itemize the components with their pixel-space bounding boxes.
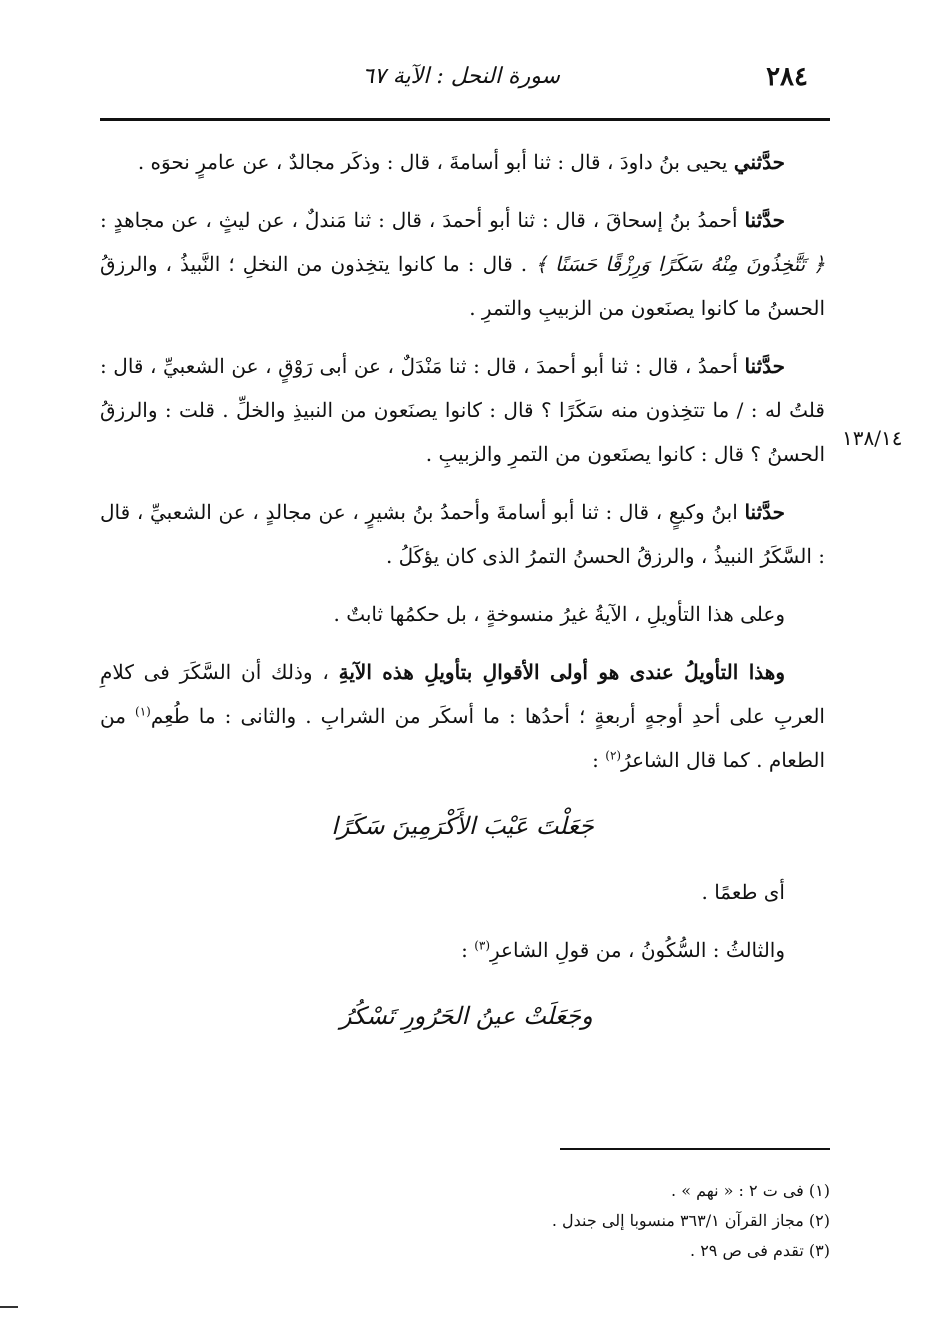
footnote-1: (١) فى ت ٢ : « نهم » . (671, 1181, 830, 1200)
paragraph-text-tail: . قال : ما كانوا يتخِذون من النخلِ ؛ النَّبيذُ ، والرزقُ الحسنُ ما كانوا يصنَعون من الزبيبِ والتمرِ . (100, 252, 825, 320)
paragraph-text: : (461, 938, 475, 962)
paragraph-text: أحمدُ ، قال : ثنا أبو أحمدَ ، قال : ثنا مَنْدَلٌ ، عن أبى رَوْقٍ ، عن الشعبيِّ ، قال : قلتُ له : / ما تتخِذون منه سَكَرًا ؟ قال : كانوا يصنَعون من النبيذِ والخلِّ . قلت : والرزقُ الحسنُ ؟ قال : كانوا يصنَعون من التمرِ والزبيبِ . (100, 354, 825, 466)
paragraph-text: من الطعام . كما قال الشاعرُ (100, 704, 825, 772)
paragraph-lead: حدَّثنا (744, 208, 786, 232)
page-header (100, 58, 830, 108)
paragraph-text: وعلى هذا التأويلِ ، الآيةُ غيرُ منسوخةٍ ، بل حكمُها ثابتٌ . (333, 602, 785, 626)
footnote-ref-1: (١) (135, 704, 151, 719)
paragraph-5 (100, 592, 825, 636)
footnote-3: (٣) تقدم فى ص ٢٩ . (690, 1241, 830, 1260)
paragraph-6 (100, 650, 825, 782)
main-text (100, 140, 825, 1060)
paragraph-7 (100, 928, 825, 972)
scan-edge-mark (0, 1306, 18, 1308)
footnote-2: (٢) مجاز القرآن ٣٦٣/١ منسوبا إلى جندل . (551, 1211, 830, 1230)
footnote-rule (560, 1148, 830, 1150)
paragraph-3 (100, 344, 825, 476)
paragraph-lead: حدَّثنا (744, 354, 785, 378)
poetry-verse-2: وجَعَلَتْ عينُ الحَرُورِ تَسْكُرُ (340, 1002, 593, 1030)
paragraph-lead: حدَّثنا (744, 500, 785, 524)
paragraph-text: ، وذلك أن السَّكَرَ فى كلامِ العربِ على أحدِ أوجهٍ أربعةٍ ؛ أحدُها : ما أسكَر من الشرابِ . والثانى : ما طُعِم (100, 660, 825, 728)
footnotes (420, 1176, 830, 1266)
footnote-ref-3: (٣) (474, 938, 491, 953)
paragraph-gloss (100, 870, 825, 914)
gloss-text: أى طعمًا . (701, 880, 785, 904)
footnote-ref-2: (٢) (605, 748, 622, 763)
paragraph-bold: وهذا التأويلُ عندى هو أولى الأقوالِ بتأويلِ هذه الآيةِ (338, 660, 785, 684)
quran-quote: ﴿ تَتَّخِذُونَ مِنْهُ سَكَرًا وَرِزْقًا حَسَنًا ﴾ (535, 252, 826, 276)
paragraph-text: ابنُ وكيعٍ ، قال : ثنا أبو أسامةَ وأحمدُ بنُ بشيرٍ ، عن مجالدٍ ، عن الشعبيِّ ، قال : السَّكَرُ النبيذُ ، والرزقُ الحسنُ التمرُ الذى كان يؤكَلُ . (100, 500, 825, 568)
running-title: سورة النحل : الآية ٦٧ (362, 64, 560, 89)
paragraph-text: يحيى بنُ داودَ ، قال : ثنا أبو أسامةَ ، قال : وذكَر مجالدٌ ، عن عامرٍ نحوَه . (137, 150, 734, 174)
paragraph-text: والثالثُ : السُّكُونُ ، من قولِ الشاعرِ (490, 938, 785, 962)
paragraph-1 (100, 140, 825, 184)
header-rule (100, 118, 830, 121)
paragraph-lead: حدَّثني (733, 150, 785, 174)
paragraph-text: أحمدُ بنُ إسحاقَ ، قال : ثنا أبو أحمدَ ، قال : ثنا مَندلٌ ، عن ليثٍ ، عن مجاهدٍ : (100, 208, 745, 232)
page-number: ٢٨٤ (766, 62, 808, 92)
paragraph-text: : (592, 748, 606, 772)
paragraph-2 (100, 198, 825, 330)
margin-reference: ١٣٨/١٤ (842, 426, 903, 450)
poetry-verse-1: جَعَلْتَ عَيْبَ الأَكْرَمِينَ سَكَرًا (331, 812, 594, 840)
paragraph-4 (100, 490, 825, 578)
